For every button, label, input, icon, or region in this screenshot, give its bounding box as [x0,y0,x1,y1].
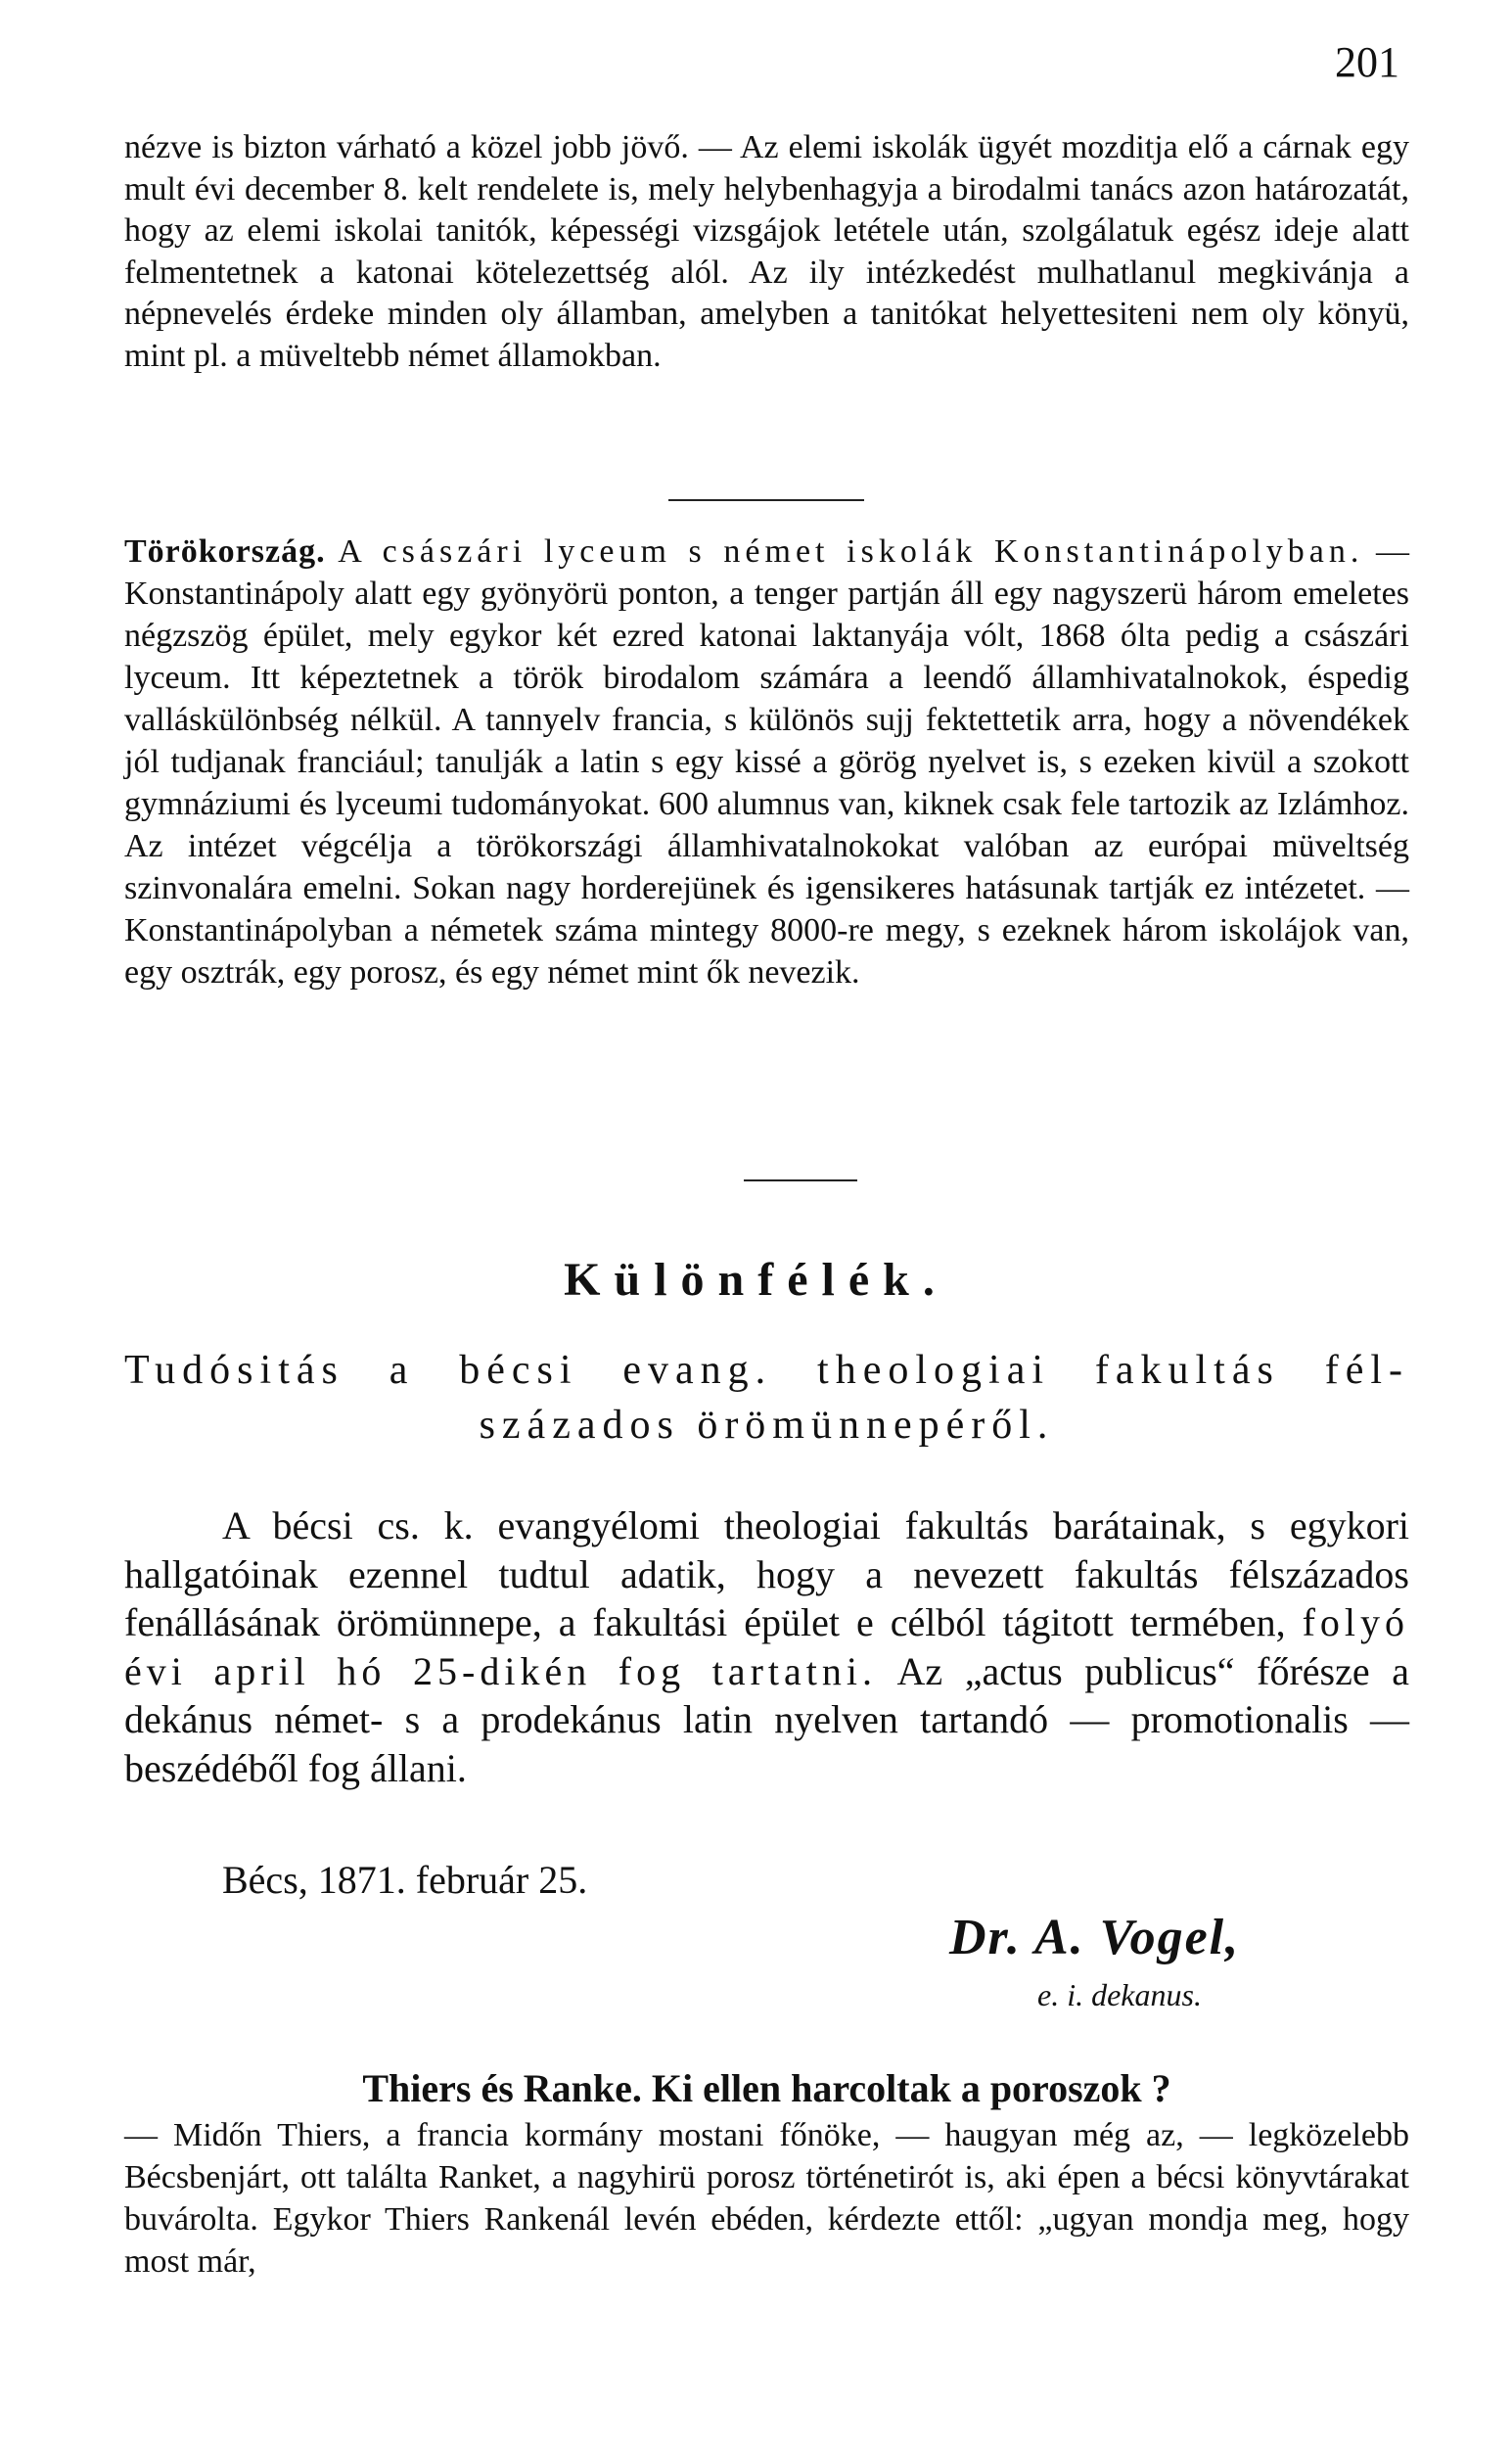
signature-title: e. i. dekanus. [1037,1977,1202,2012]
section-divider [668,499,864,501]
section-divider [744,1179,857,1181]
report-title-line-2: százados örömünnepéről. [479,1403,1055,1448]
section-turkey-text [124,531,1409,993]
section-body: — Midőn Thiers, a francia kormány mostani főnöke, — haugyan még az, — legközelebb Bécsbenjárt, ott találta Ranket, a nagyhirü porosz történetirót is, aki épen a bécsi könyvtárakat buvárolta. Egykor Thiers Rankenál levén ebéden, kérdezte ettől: „ugyan mondja meg, hogy most már, [124,2117,1409,2280]
paragraph-text: nézve is bizton várható a közel jobb jövő. — Az elemi iskolák ügyét mozditja elő a cárnak egy mult évi december 8. kelt rendelete is, mely helybenhagyja a birodalmi tanács azon határozatát, hogy az elemi iskolai tanitók, képességi vizsgájok letétele után, szolgálatuk egész ideje alatt felmentetnek a katonai kötelezettség alól. Az ily intézkedést mulhatlanul megkivánja a népnevelés érdeke minden oly államban, amelyben a tanitókat helyettesiteni nem oly könyü, mint pl. a müveltebb német államokban. [124,129,1409,374]
announcement-date-phrase: folyó évi april hó 25-dikén fog tartatni. [124,1600,1410,1693]
section-body: — Konstantinápoly alatt egy gyönyörü ponton, a tenger partján áll egy nagyszerü három emeletes négzszög épület, mely egykor két ezred katonai laktanyája vólt, 1868 ólta pedig a császári lyceum. Itt képeztetnek a török birodalom számára a leendő államhivatalnokok, éspedig valláskülönbség nélkül. A tannyelv francia, s különös sujj fektettetik arra, hogy a növendékek jól tudjanak franciául; tanulják a latin s egy kissé a görög nyelvet is, s ezeken kivül a szokott gymnáziumi és lyceumi tudományokat. 600 alumnus van, kiknek csak fele tartozik az Izlámhoz. Az intézet végcélja a törökországi államhivatalnokokat valóban az európai müveltség szinvonalára emelni. Sokan nagy horderejünek és igensikeres hatásunak tartják ez intézetet. — Konstantinápolyban a németek száma mintegy 8000-re megy, s ezeknek három iskolájok van, egy osztrák, egy porosz, és egy német mint ők nevezik. [124,533,1410,991]
announcement-part-1: A bécsi cs. k. evangyélomi theologiai fakultás barátainak, s egykori hallgatóinak ezennel tudtul adatik, hogy a nevezett fakultás félszázados fenállásának örömünnepe, a fakultási épület e célból tágitott termében, [124,1503,1409,1644]
announcement-text [124,1501,1409,1792]
section-thiers-ranke [124,2063,1409,2283]
paragraph-education-russia [124,127,1409,378]
page-number: 201 [1335,38,1399,86]
signature-name: Dr. A. Vogel, [949,1910,1241,1965]
date-line: Bécs, 1871. február 25. [222,1858,588,1902]
report-title-line-1: Tudósitás a bécsi evang. theologiai fakultás fél- [124,1348,1409,1393]
announcement [124,1501,1409,1792]
section-subheading: A császári lyceum s német iskolák Konstantinápolyban. [338,533,1364,570]
announcement-part-3: Az „actus publicus“ főrésze a dekánus német- s a prodekánus latin nyelven tartandó — promotionalis — beszédéből fog állani. [124,1648,1409,1790]
section-heading: Thiers és Ranke. Ki ellen harcoltak a poroszok ? [362,2066,1171,2110]
section-heading: Törökország. [124,533,326,570]
section-turkey [124,531,1409,993]
miscellany-heading: Különfélék. [564,1254,948,1306]
report-title [124,1343,1409,1453]
